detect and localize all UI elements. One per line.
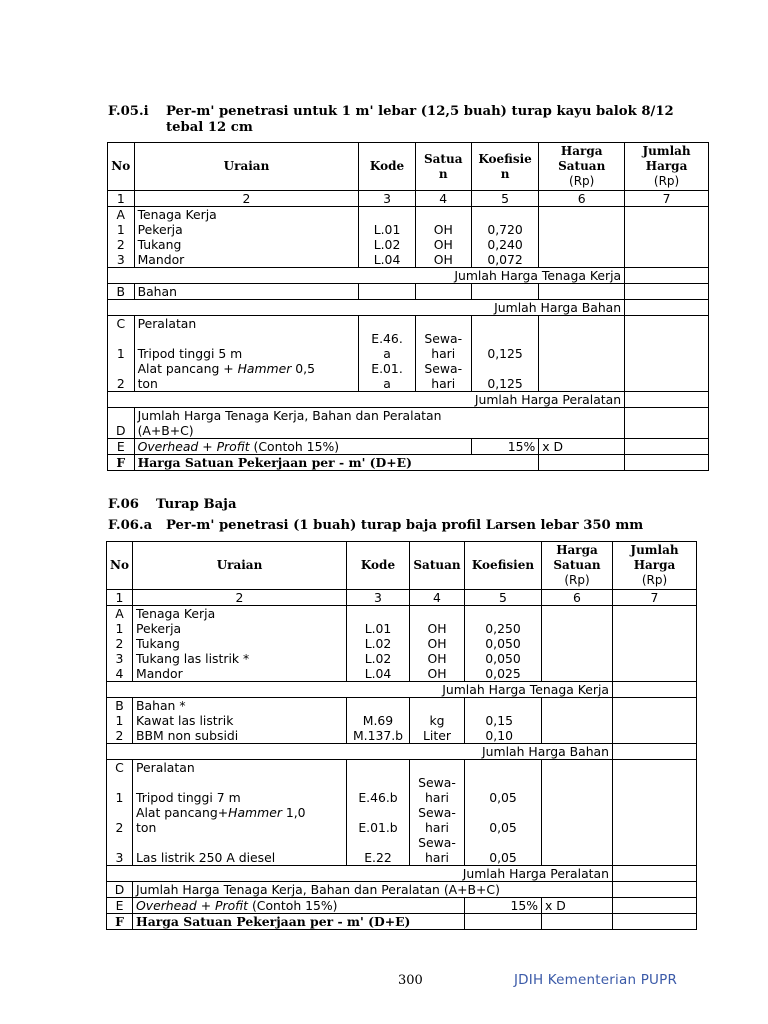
subtotal-label: Jumlah Harga Tenaga Kerja (107, 682, 613, 698)
group-c-equipment (107, 760, 697, 866)
row-d-label: Jumlah Harga Tenaga Kerja, Bahan dan Peralatan (A+B+C) (133, 882, 613, 898)
section-title-f05i (108, 104, 674, 136)
section-heading-f06 (108, 497, 237, 513)
table-f06a (106, 541, 697, 930)
row-f-label: Harga Satuan Pekerjaan per - m' (D+E) (134, 455, 539, 471)
row-e-label: Overhead + Profit (Contoh 15%) (134, 439, 471, 455)
group-b-material (108, 284, 709, 300)
row-e-label: Overhead + Profit (Contoh 15%) (133, 898, 465, 914)
group-koefisien: 0,15 0,10 (465, 698, 542, 744)
colnum: 3 (359, 191, 415, 207)
group-koefisien: 0,05 0,05 0,05 (465, 760, 542, 866)
colnum: 1 (107, 590, 133, 606)
group-letter: D (108, 408, 135, 439)
header-jumlah-harga: Jumlah Harga (Rp) (625, 143, 709, 191)
group-letter: C 1 2 (108, 316, 135, 392)
group-letter: F (108, 455, 135, 471)
group-letter: D (107, 882, 133, 898)
section-title-line2: tebal 12 cm (166, 120, 253, 135)
row-e-overhead (107, 898, 697, 914)
row-d-label: Jumlah Harga Tenaga Kerja, Bahan dan Peralatan (A+B+C) (134, 408, 625, 439)
header-kode: Kode (359, 143, 415, 191)
group-satuan: kg Liter (410, 698, 465, 744)
group-kode: E.46. a E.01. a (359, 316, 415, 392)
subtotal-label: Jumlah Harga Tenaga Kerja (108, 268, 625, 284)
row-d-total (107, 882, 697, 898)
group-uraian: Peralatan Tripod tinggi 5 m Alat pancang + Hammer 0,5 ton (134, 316, 359, 392)
group-label: Bahan (134, 284, 359, 300)
header-harga-satuan: Harga Satuan (Rp) (542, 542, 613, 590)
table-f05i (107, 142, 709, 471)
group-uraian: Tenaga Kerja Pekerja Tukang Mandor (134, 207, 359, 268)
header-kode: Kode (347, 542, 410, 590)
header-satuan: Satua n (415, 143, 471, 191)
cell-jumlah (625, 300, 709, 316)
group-letter: B (108, 284, 135, 300)
table-header-row (108, 143, 709, 191)
colnum: 6 (539, 191, 625, 207)
group-kode: M.69 M.137.b (347, 698, 410, 744)
cell-jumlah (625, 207, 709, 268)
colnum: 4 (410, 590, 465, 606)
section-number: F.06 (108, 497, 139, 512)
section-number: F.06.a (108, 518, 153, 533)
row-f-unit-price (108, 455, 709, 471)
group-a-labor (108, 207, 709, 268)
header-uraian: Uraian (134, 143, 359, 191)
group-satuan: Sewa- hari Sewa- hari Sewa- hari (410, 760, 465, 866)
group-b-material (107, 698, 697, 744)
group-kode: L.01 L.02 L.02 L.04 (347, 606, 410, 682)
page-number: 300 (398, 973, 423, 988)
cell-harga (539, 207, 625, 268)
subtotal-label: Jumlah Harga Bahan (108, 300, 625, 316)
group-satuan: Sewa- hari Sewa- hari (415, 316, 471, 392)
colnum: 2 (134, 191, 359, 207)
group-c-equipment (108, 316, 709, 392)
group-letter: F (107, 914, 133, 930)
column-number-row (108, 191, 709, 207)
section-heading: Turap Baja (156, 497, 237, 512)
group-satuan: OH OH OH (415, 207, 471, 268)
group-koefisien: 0,125 0,125 (471, 316, 538, 392)
group-satuan: OH OH OH OH (410, 606, 465, 682)
subtotal-equipment-row (108, 392, 709, 408)
subtotal-labor-row (108, 268, 709, 284)
colnum: 5 (471, 191, 538, 207)
subtotal-label: Jumlah Harga Bahan (107, 744, 613, 760)
header-jumlah-harga: Jumlah Harga (Rp) (613, 542, 697, 590)
table-header-row (107, 542, 697, 590)
row-f-unit-price (107, 914, 697, 930)
section-title-f06a (108, 518, 643, 534)
footer-source: JDIH Kementerian PUPR (514, 972, 678, 988)
cell-jumlah (625, 392, 709, 408)
row-e-xd: x D (539, 439, 625, 455)
colnum: 6 (542, 590, 613, 606)
header-no: No (108, 143, 135, 191)
colnum: 7 (613, 590, 697, 606)
section-title: Per-m' penetrasi (1 buah) turap baja profil Larsen lebar 350 mm (166, 518, 644, 533)
subtotal-labor-row (107, 682, 697, 698)
header-koefisien: Koefisien (465, 542, 542, 590)
group-letter: B 1 2 (107, 698, 133, 744)
section-title-line1: Per-m' penetrasi untuk 1 m' lebar (12,5 buah) turap kayu balok 8/12 (166, 104, 674, 119)
header-no: No (107, 542, 133, 590)
group-letter: C 1 2 3 (107, 760, 133, 866)
subtotal-equipment-row (107, 866, 697, 882)
group-uraian: Tenaga Kerja Pekerja Tukang Tukang las listrik * Mandor (133, 606, 347, 682)
subtotal-label: Jumlah Harga Peralatan (108, 392, 625, 408)
subtotal-material-row (108, 300, 709, 316)
colnum: 1 (108, 191, 135, 207)
cell-jumlah (625, 268, 709, 284)
group-kode: L.01 L.02 L.04 (359, 207, 415, 268)
group-koefisien: 0,250 0,050 0,050 0,025 (465, 606, 542, 682)
group-letter: A 1 2 3 4 (107, 606, 133, 682)
row-e-percent: 15% (465, 898, 542, 914)
header-harga-satuan: Harga Satuan (Rp) (539, 143, 625, 191)
row-e-overhead (108, 439, 709, 455)
column-number-row (107, 590, 697, 606)
row-e-xd: x D (542, 898, 613, 914)
group-koefisien: 0,720 0,240 0,072 (471, 207, 538, 268)
subtotal-material-row (107, 744, 697, 760)
row-d-total (108, 408, 709, 439)
group-letter: A 1 2 3 (108, 207, 135, 268)
group-kode: E.46.b E.01.b E.22 (347, 760, 410, 866)
colnum: 2 (133, 590, 347, 606)
colnum: 4 (415, 191, 471, 207)
header-koefisien: Koefisie n (471, 143, 538, 191)
row-e-percent: 15% (471, 439, 538, 455)
group-uraian: Peralatan Tripod tinggi 7 m Alat pancang+Hammer 1,0 ton Las listrik 250 A diesel (133, 760, 347, 866)
header-uraian: Uraian (133, 542, 347, 590)
row-f-label: Harga Satuan Pekerjaan per - m' (D+E) (133, 914, 465, 930)
colnum: 3 (347, 590, 410, 606)
group-uraian: Bahan * Kawat las listrik BBM non subsidi (133, 698, 347, 744)
header-satuan: Satuan (410, 542, 465, 590)
colnum: 7 (625, 191, 709, 207)
group-a-labor (107, 606, 697, 682)
section-number: F.05.i (108, 104, 149, 119)
group-letter: E (107, 898, 133, 914)
group-letter: E (108, 439, 135, 455)
colnum: 5 (465, 590, 542, 606)
subtotal-label: Jumlah Harga Peralatan (107, 866, 613, 882)
